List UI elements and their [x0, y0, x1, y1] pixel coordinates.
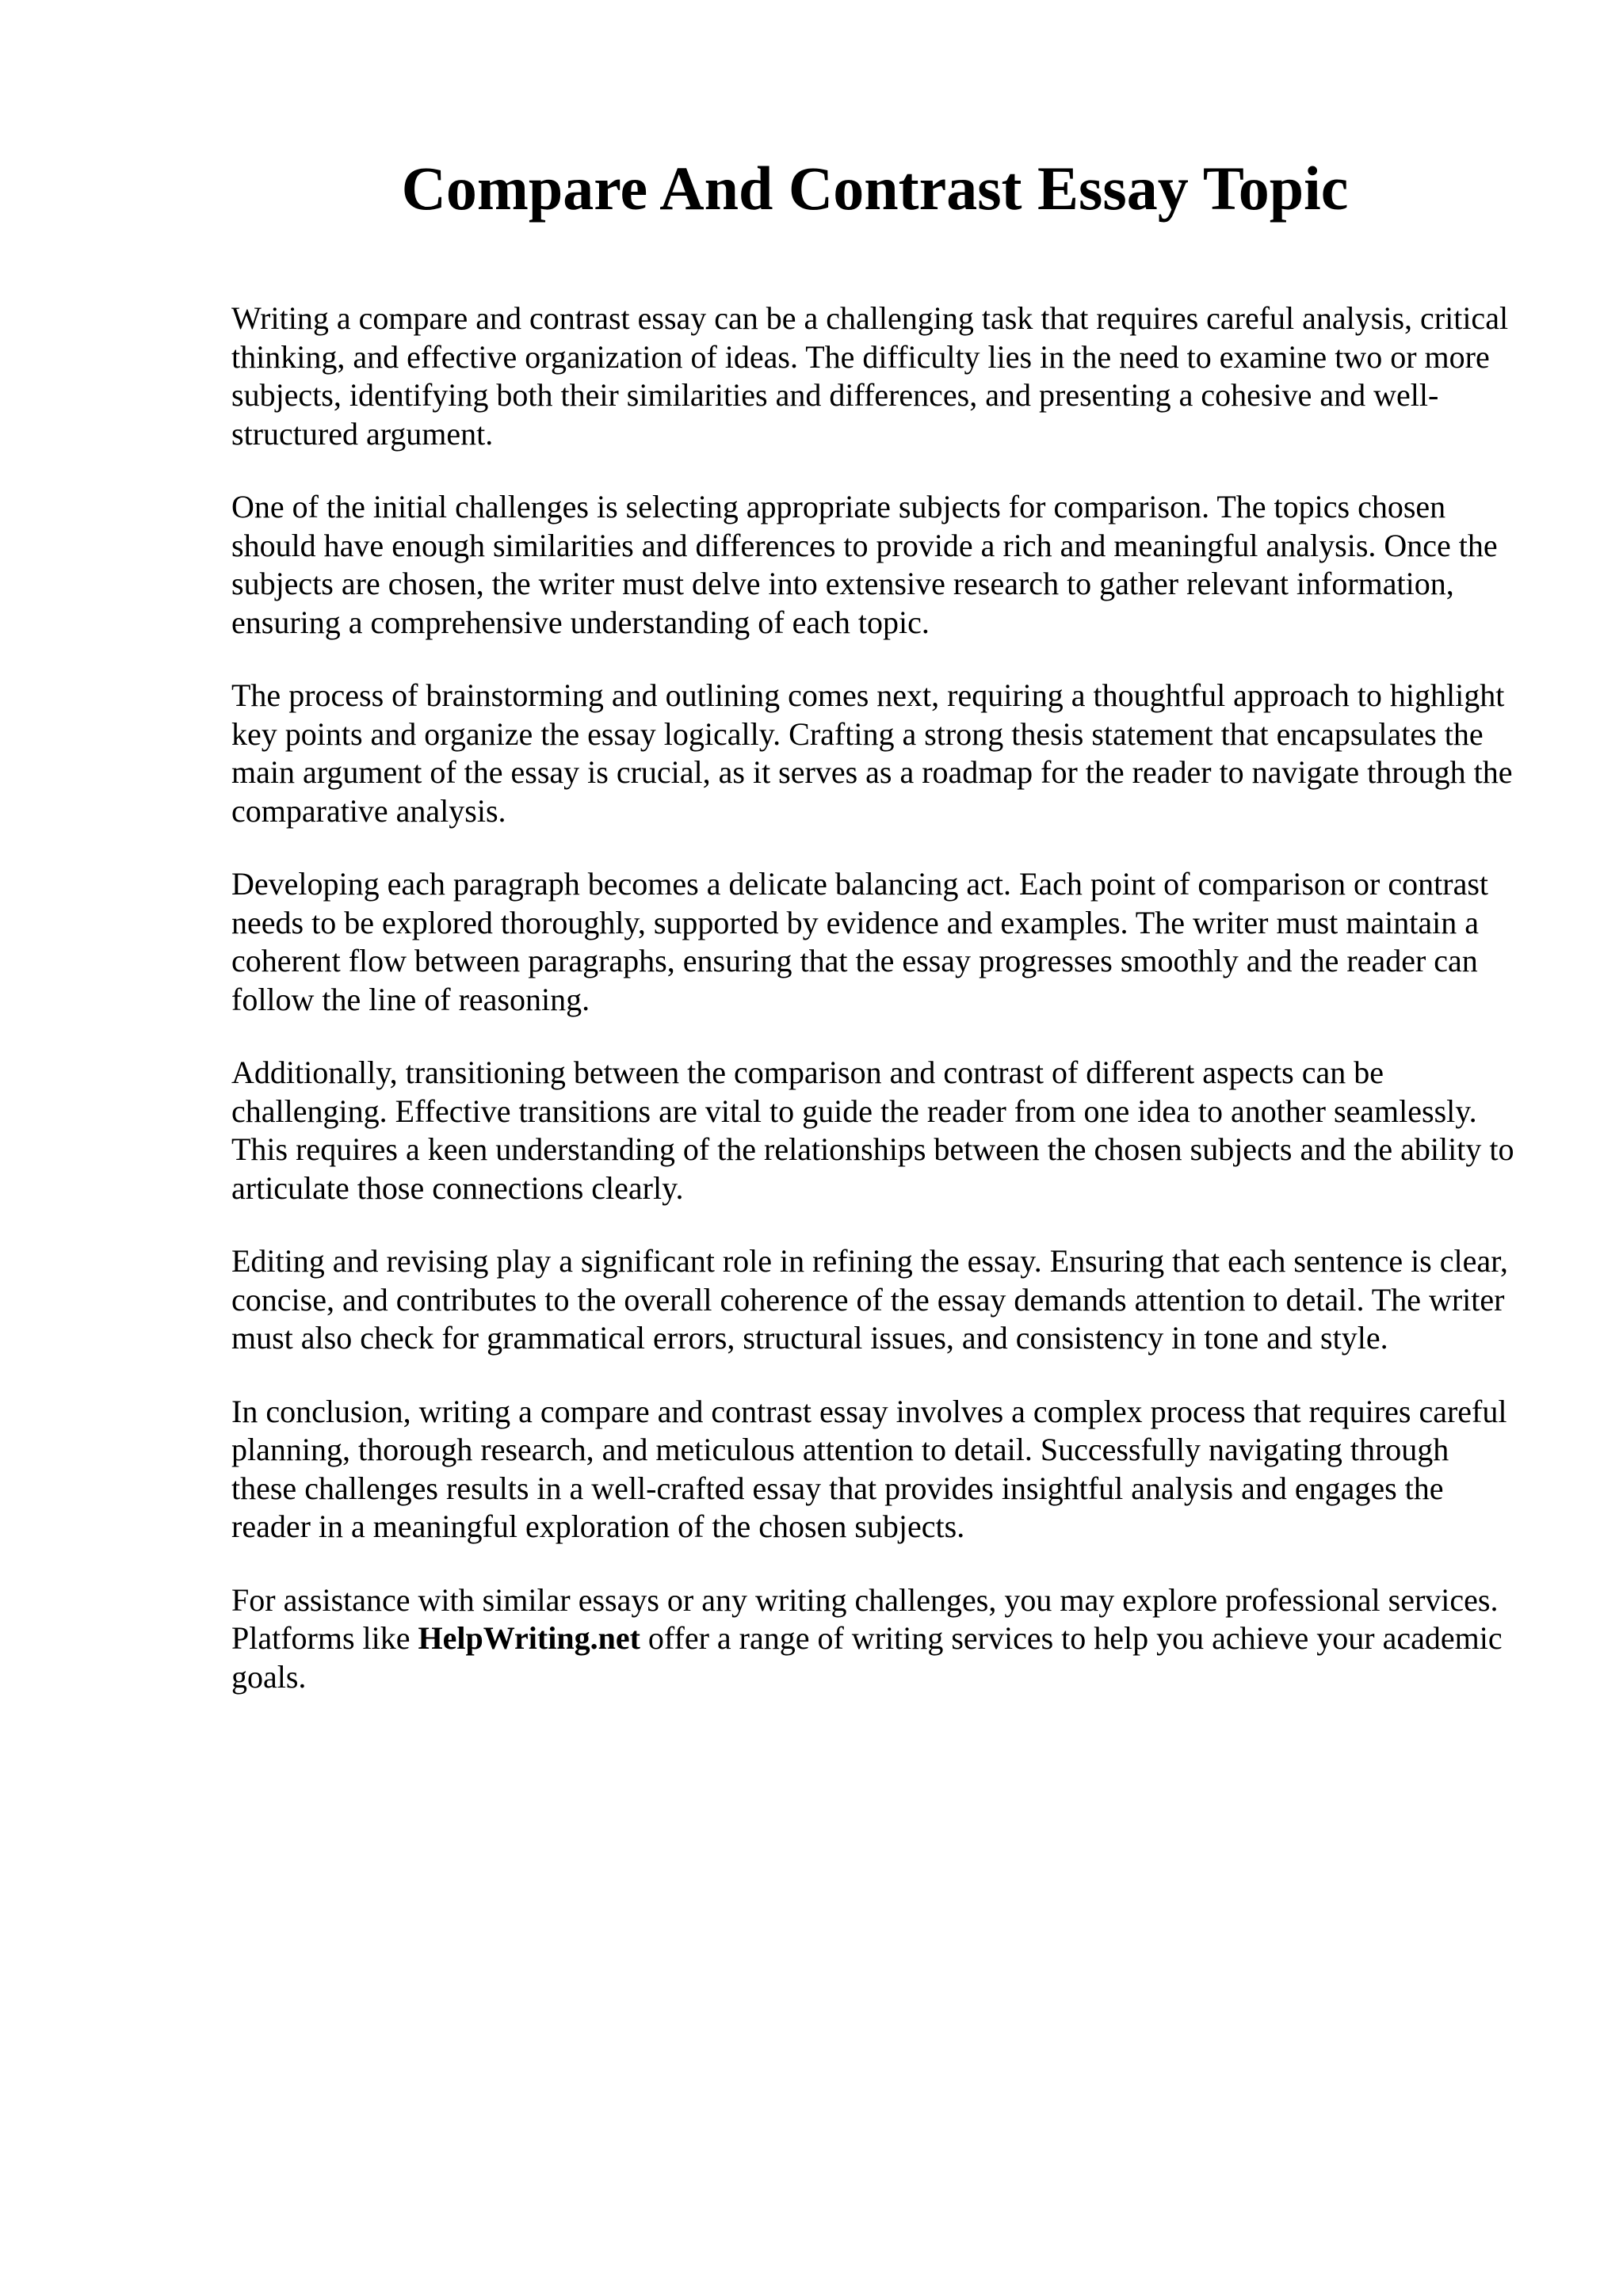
paragraph-closing	[231, 1581, 1515, 1697]
document-body	[231, 299, 1515, 1731]
closing-text-before: For assistance with similar essays or any writing challenges, you may explore professional services. Platforms like	[231, 1581, 1499, 1656]
paragraph-editing: Editing and revising play a significant role in refining the essay. Ensuring that each sentence is clear, concise, and contributes to the overall coherence of the essay demands attention to detail. The writer must also check for grammatical errors, structural issues, and consistency in tone and style.	[231, 1243, 1508, 1356]
document-title: Compare And Contrast Essay Topic	[401, 154, 1349, 223]
paragraph-intro: Writing a compare and contrast essay can be a challenging task that requires careful analysis, critical thinking, and effective organization of ideas. The difficulty lies in the need to examine two or more subjects, identifying both their similarities and differences, and presenting a cohesive and well-structured argument.	[231, 300, 1509, 452]
paragraph-selecting-subjects: One of the initial challenges is selecting appropriate subjects for comparison. The topics chosen should have enough similarities and differences to provide a rich and meaningful analysis. Once the subjects are chosen, the writer must delve into extensive research to gather relevant information, ensuring a comprehensive understanding of each topic.	[231, 489, 1498, 640]
paragraph-brainstorming: The process of brainstorming and outlining comes next, requiring a thoughtful approach to highlight key points and organize the essay logically. Crafting a strong thesis statement that encapsulates the main argument of the essay is crucial, as it serves as a roadmap for the reader to navigate through the comparative analysis.	[231, 677, 1513, 829]
paragraph-conclusion: In conclusion, writing a compare and contrast essay involves a complex process that requires careful planning, thorough research, and meticulous attention to detail. Successfully navigating through these challenges results in a well-crafted essay that provides insightful analysis and engages the reader in a meaningful exploration of the chosen subjects.	[231, 1393, 1507, 1544]
paragraph-transitions: Additionally, transitioning between the comparison and contrast of different aspects can be challenging. Effective transitions are vital to guide the reader from one idea to another seamlessly. This requires a keen understanding of the relationships between the chosen subjects and the ability to articulate those connections clearly.	[231, 1055, 1514, 1206]
paragraph-developing: Developing each paragraph becomes a delicate balancing act. Each point of comparison or contrast needs to be explored thoroughly, supported by evidence and examples. The writer must maintain a coherent flow between paragraphs, ensuring that the essay progresses smoothly and the reader can follow the line of reasoning.	[231, 866, 1488, 1017]
closing-text-after: offer a range of writing services to help you achieve your academic goals.	[231, 1620, 1503, 1695]
helpwriting-link[interactable]: HelpWriting.net	[418, 1620, 640, 1656]
